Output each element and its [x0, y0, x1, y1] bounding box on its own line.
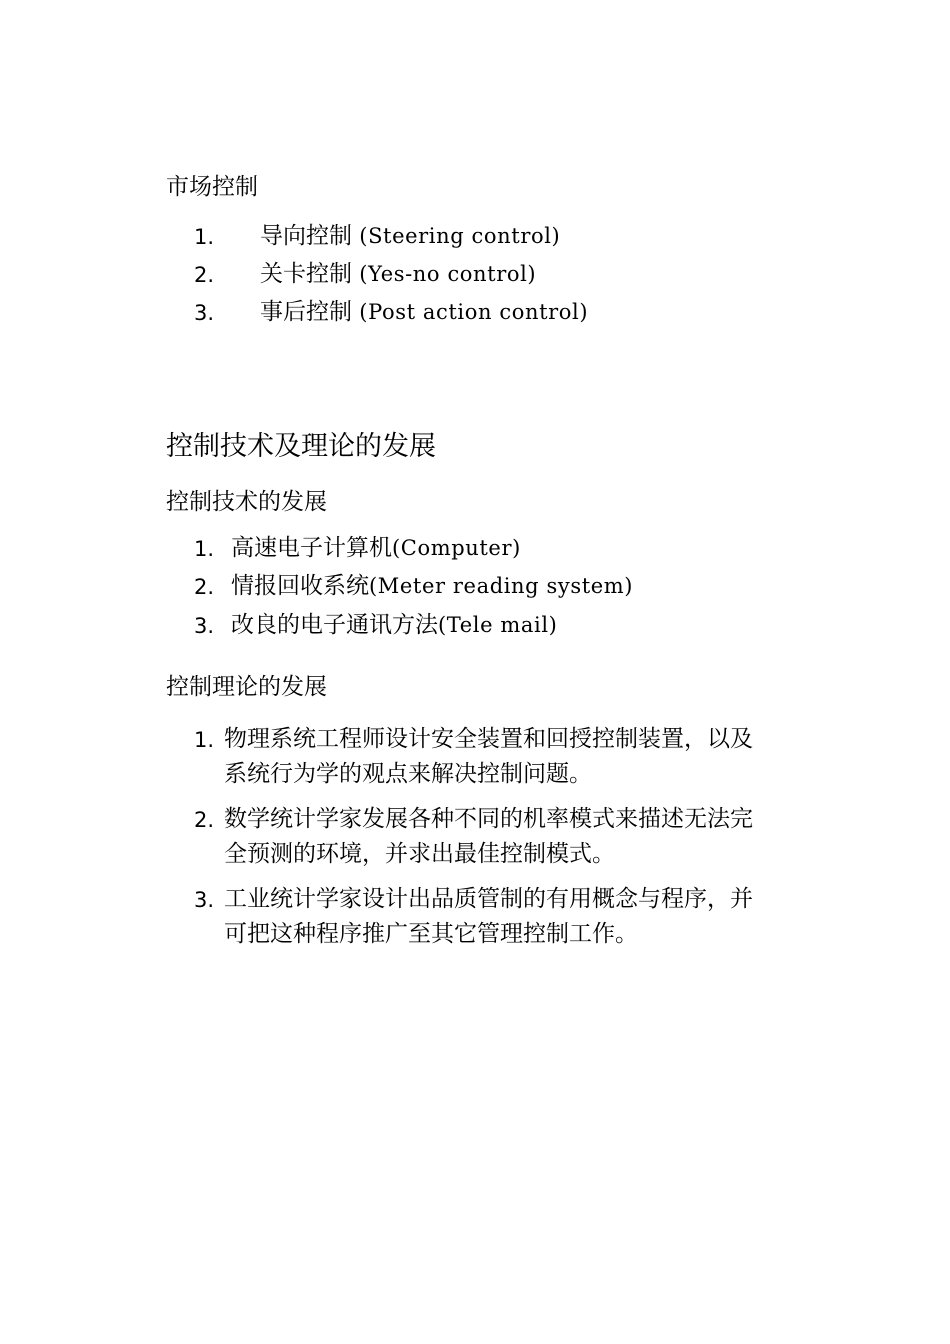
list-item-en: (Meter reading system) — [369, 574, 634, 598]
list-item-cn: 导向控制 — [260, 223, 352, 249]
list-item — [260, 259, 536, 289]
list-item-cn: 改良的电子通讯方法 — [231, 612, 438, 638]
list-item — [231, 533, 521, 563]
list-item-cn: 事后控制 — [260, 299, 352, 325]
list-item-number: 1. — [194, 537, 215, 561]
list-item-line: 工业统计学家设计出品质管制的有用概念与程序，并 — [224, 886, 753, 912]
market-control-heading: 市场控制 — [166, 174, 258, 200]
list-item — [231, 610, 557, 640]
list-item-number: 3. — [194, 301, 215, 325]
tech-development-heading: 控制技术的发展 — [166, 489, 327, 515]
list-item-number: 2. — [194, 808, 215, 832]
list-item-number: 2. — [194, 575, 215, 599]
theory-development-heading: 控制理论的发展 — [166, 674, 327, 700]
list-item-en: (Yes-no control) — [352, 262, 537, 286]
list-item-number: 1. — [194, 225, 215, 249]
list-item-number: 2. — [194, 263, 215, 287]
list-item-cn: 高速电子计算机 — [231, 535, 392, 561]
list-item — [260, 297, 588, 327]
list-item-line: 数学统计学家发展各种不同的机率模式来描述无法完 — [224, 806, 753, 832]
list-item-line: 可把这种程序推广至其它管理控制工作。 — [224, 921, 638, 947]
list-item-line: 物理系统工程师设计安全装置和回授控制装置，以及 — [224, 726, 753, 752]
list-item-number: 1. — [194, 728, 215, 752]
list-item-line: 全预测的环境，并求出最佳控制模式。 — [224, 841, 615, 867]
list-item-en: (Computer) — [392, 536, 521, 560]
development-heading: 控制技术及理论的发展 — [166, 431, 436, 462]
list-item — [231, 571, 633, 601]
list-item-cn: 关卡控制 — [260, 261, 352, 287]
list-item-en: (Tele mail) — [438, 613, 558, 637]
list-item-number: 3. — [194, 888, 215, 912]
list-item-en: (Post action control) — [352, 300, 589, 324]
list-item-cn: 情报回收系统 — [231, 573, 369, 599]
list-item-line: 系统行为学的观点来解决控制问题。 — [224, 761, 592, 787]
list-item-number: 3. — [194, 614, 215, 638]
list-item-en: (Steering control) — [352, 224, 561, 248]
list-item — [260, 221, 560, 251]
